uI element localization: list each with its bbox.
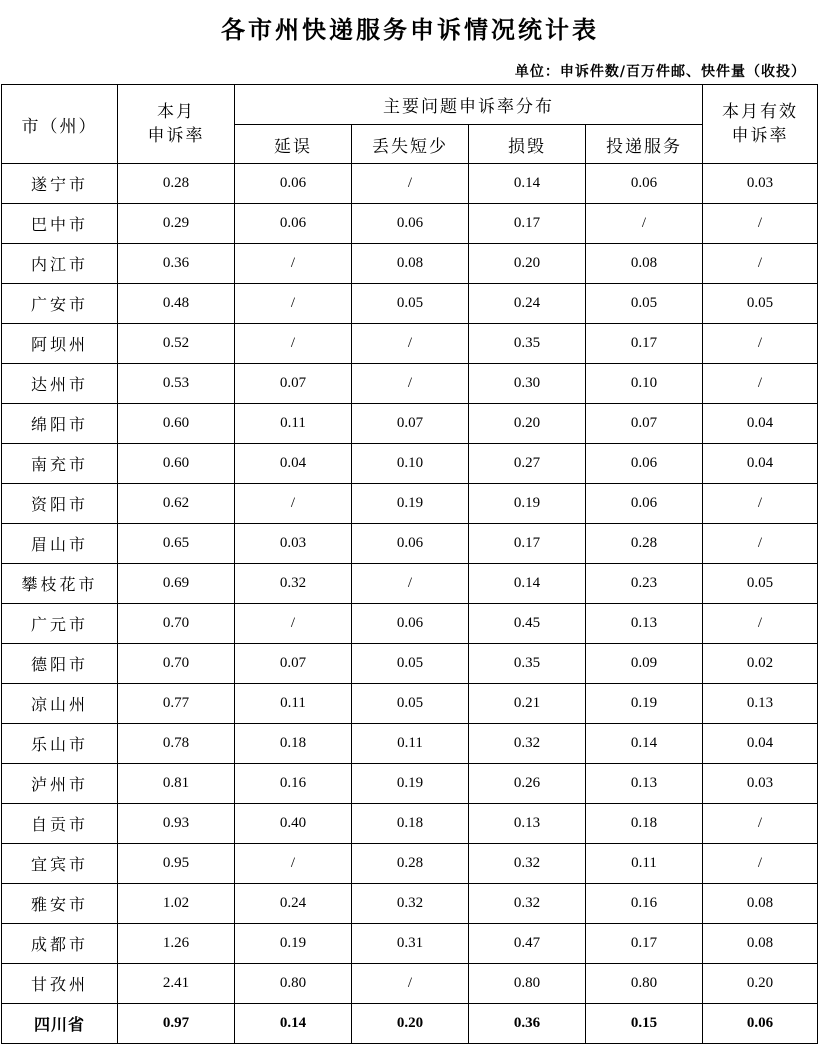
cell-monthly-rate: 0.60: [118, 444, 235, 484]
cell-damage: 0.21: [469, 684, 586, 724]
cell-lost: 0.19: [352, 484, 469, 524]
cell-delay: 0.03: [235, 524, 352, 564]
cell-lost: 0.05: [352, 644, 469, 684]
cell-delivery: 0.19: [586, 684, 703, 724]
cell-valid-rate: 0.02: [703, 644, 818, 684]
cell-city: 甘孜州: [2, 964, 118, 1004]
cell-city: 自贡市: [2, 804, 118, 844]
cell-valid-rate: /: [703, 484, 818, 524]
cell-valid-rate: 0.08: [703, 884, 818, 924]
cell-damage: 0.20: [469, 244, 586, 284]
cell-lost: 0.05: [352, 284, 469, 324]
cell-valid-rate: 0.13: [703, 684, 818, 724]
cell-monthly-rate: 0.36: [118, 244, 235, 284]
cell-lost: 0.05: [352, 684, 469, 724]
cell-valid-rate: /: [703, 324, 818, 364]
cell-city: 内江市: [2, 244, 118, 284]
cell-delay: /: [235, 604, 352, 644]
cell-valid-rate: /: [703, 524, 818, 564]
table-row: [2, 324, 818, 364]
total-cell-damage: 0.36: [469, 1004, 586, 1044]
cell-damage: 0.17: [469, 524, 586, 564]
header-valid-rate-line1: 本月有效: [722, 102, 798, 122]
cell-delivery: 0.11: [586, 844, 703, 884]
cell-valid-rate: 0.04: [703, 444, 818, 484]
cell-monthly-rate: 0.77: [118, 684, 235, 724]
cell-monthly-rate: 0.62: [118, 484, 235, 524]
header-delivery: 投递服务: [586, 125, 703, 164]
table-row: [2, 604, 818, 644]
cell-delivery: 0.80: [586, 964, 703, 1004]
cell-monthly-rate: 2.41: [118, 964, 235, 1004]
cell-valid-rate: 0.04: [703, 724, 818, 764]
cell-delivery: 0.06: [586, 164, 703, 204]
cell-monthly-rate: 0.48: [118, 284, 235, 324]
table-row: [2, 804, 818, 844]
cell-delay: 0.40: [235, 804, 352, 844]
cell-city: 阿坝州: [2, 324, 118, 364]
cell-damage: 0.17: [469, 204, 586, 244]
cell-damage: 0.32: [469, 724, 586, 764]
cell-delivery: 0.07: [586, 404, 703, 444]
cell-city: 泸州市: [2, 764, 118, 804]
cell-city: 巴中市: [2, 204, 118, 244]
cell-delay: 0.07: [235, 364, 352, 404]
cell-city: 绵阳市: [2, 404, 118, 444]
cell-city: 广元市: [2, 604, 118, 644]
cell-lost: 0.10: [352, 444, 469, 484]
table-row: [2, 284, 818, 324]
cell-damage: 0.35: [469, 644, 586, 684]
cell-damage: 0.20: [469, 404, 586, 444]
cell-delay: 0.04: [235, 444, 352, 484]
cell-valid-rate: /: [703, 604, 818, 644]
cell-delivery: 0.13: [586, 604, 703, 644]
cell-delay: 0.06: [235, 204, 352, 244]
table-body: [2, 164, 818, 1044]
header-monthly-rate-line2: 申诉率: [147, 126, 205, 146]
table-row: [2, 244, 818, 284]
page-title: 各市州快递服务申诉情况统计表: [221, 16, 599, 44]
cell-damage: 0.13: [469, 804, 586, 844]
cell-monthly-rate: 0.28: [118, 164, 235, 204]
cell-lost: /: [352, 564, 469, 604]
cell-city: 成都市: [2, 924, 118, 964]
header-delay: 延误: [235, 125, 352, 164]
cell-monthly-rate: 0.81: [118, 764, 235, 804]
cell-delivery: 0.06: [586, 484, 703, 524]
cell-city: 达州市: [2, 364, 118, 404]
table-row: [2, 164, 818, 204]
table-row-total: [2, 1004, 818, 1044]
cell-city: 遂宁市: [2, 164, 118, 204]
cell-delay: 0.16: [235, 764, 352, 804]
header-valid-rate: [703, 85, 818, 164]
cell-delay: /: [235, 284, 352, 324]
cell-delivery: 0.14: [586, 724, 703, 764]
cell-delay: 0.11: [235, 404, 352, 444]
cell-lost: 0.31: [352, 924, 469, 964]
cell-delivery: 0.28: [586, 524, 703, 564]
unit-note: 单位：申诉件数/百万件邮、快件量（收投）: [514, 64, 806, 80]
cell-valid-rate: /: [703, 364, 818, 404]
cell-valid-rate: /: [703, 804, 818, 844]
cell-delay: /: [235, 324, 352, 364]
cell-delivery: 0.18: [586, 804, 703, 844]
cell-lost: 0.07: [352, 404, 469, 444]
cell-valid-rate: /: [703, 844, 818, 884]
cell-city: 凉山州: [2, 684, 118, 724]
cell-lost: 0.11: [352, 724, 469, 764]
cell-damage: 0.45: [469, 604, 586, 644]
cell-delivery: 0.09: [586, 644, 703, 684]
cell-damage: 0.26: [469, 764, 586, 804]
cell-monthly-rate: 0.29: [118, 204, 235, 244]
header-damage: 损毁: [469, 125, 586, 164]
cell-delivery: 0.23: [586, 564, 703, 604]
cell-delivery: 0.17: [586, 924, 703, 964]
cell-city: 广安市: [2, 284, 118, 324]
cell-damage: 0.14: [469, 164, 586, 204]
header-lost: 丢失短少: [352, 125, 469, 164]
cell-monthly-rate: 0.95: [118, 844, 235, 884]
cell-damage: 0.14: [469, 564, 586, 604]
cell-lost: /: [352, 964, 469, 1004]
cell-delivery: 0.05: [586, 284, 703, 324]
cell-monthly-rate: 0.69: [118, 564, 235, 604]
cell-delay: 0.80: [235, 964, 352, 1004]
table-row: [2, 924, 818, 964]
total-cell-delay: 0.14: [235, 1004, 352, 1044]
header-monthly-rate-line1: 本月: [157, 102, 195, 122]
cell-valid-rate: 0.20: [703, 964, 818, 1004]
complaint-table: [1, 84, 818, 1044]
cell-delivery: 0.16: [586, 884, 703, 924]
cell-delay: 0.24: [235, 884, 352, 924]
cell-monthly-rate: 0.78: [118, 724, 235, 764]
cell-lost: 0.06: [352, 604, 469, 644]
cell-city: 攀枝花市: [2, 564, 118, 604]
cell-valid-rate: 0.03: [703, 764, 818, 804]
cell-damage: 0.80: [469, 964, 586, 1004]
cell-delay: /: [235, 244, 352, 284]
table-row: [2, 404, 818, 444]
cell-damage: 0.30: [469, 364, 586, 404]
cell-city: 眉山市: [2, 524, 118, 564]
header-monthly-rate: [118, 85, 235, 164]
cell-valid-rate: 0.08: [703, 924, 818, 964]
cell-city: 南充市: [2, 444, 118, 484]
cell-valid-rate: 0.04: [703, 404, 818, 444]
table-row: [2, 644, 818, 684]
cell-monthly-rate: 0.93: [118, 804, 235, 844]
cell-monthly-rate: 0.70: [118, 604, 235, 644]
cell-lost: /: [352, 364, 469, 404]
cell-lost: 0.32: [352, 884, 469, 924]
header-valid-rate-line2: 申诉率: [731, 126, 789, 146]
cell-valid-rate: /: [703, 204, 818, 244]
cell-city: 德阳市: [2, 644, 118, 684]
table-row: [2, 724, 818, 764]
total-cell-monthly-rate: 0.97: [118, 1004, 235, 1044]
cell-city: 宜宾市: [2, 844, 118, 884]
cell-delivery: 0.10: [586, 364, 703, 404]
total-cell-city: 四川省: [2, 1004, 118, 1044]
header-issue-group: 主要问题申诉率分布: [235, 85, 703, 125]
table-row: [2, 444, 818, 484]
table-row: [2, 564, 818, 604]
total-cell-valid-rate: 0.06: [703, 1004, 818, 1044]
table-row: [2, 524, 818, 564]
table-row: [2, 884, 818, 924]
cell-delay: /: [235, 844, 352, 884]
cell-monthly-rate: 1.02: [118, 884, 235, 924]
cell-lost: 0.18: [352, 804, 469, 844]
cell-valid-rate: 0.03: [703, 164, 818, 204]
cell-monthly-rate: 0.53: [118, 364, 235, 404]
cell-damage: 0.47: [469, 924, 586, 964]
cell-lost: /: [352, 324, 469, 364]
cell-lost: 0.19: [352, 764, 469, 804]
cell-monthly-rate: 0.52: [118, 324, 235, 364]
cell-delay: 0.07: [235, 644, 352, 684]
cell-damage: 0.24: [469, 284, 586, 324]
cell-damage: 0.19: [469, 484, 586, 524]
cell-lost: 0.08: [352, 244, 469, 284]
cell-lost: 0.06: [352, 524, 469, 564]
cell-damage: 0.32: [469, 884, 586, 924]
cell-monthly-rate: 0.60: [118, 404, 235, 444]
table-row: [2, 684, 818, 724]
cell-delay: 0.32: [235, 564, 352, 604]
cell-damage: 0.32: [469, 844, 586, 884]
cell-city: 资阳市: [2, 484, 118, 524]
cell-delivery: /: [586, 204, 703, 244]
total-cell-lost: 0.20: [352, 1004, 469, 1044]
cell-valid-rate: 0.05: [703, 564, 818, 604]
table-row: [2, 964, 818, 1004]
cell-city: 雅安市: [2, 884, 118, 924]
cell-city: 乐山市: [2, 724, 118, 764]
cell-delay: 0.18: [235, 724, 352, 764]
cell-valid-rate: 0.05: [703, 284, 818, 324]
cell-delivery: 0.17: [586, 324, 703, 364]
cell-delay: /: [235, 484, 352, 524]
cell-monthly-rate: 0.70: [118, 644, 235, 684]
cell-delay: 0.11: [235, 684, 352, 724]
cell-monthly-rate: 0.65: [118, 524, 235, 564]
cell-lost: /: [352, 164, 469, 204]
cell-lost: 0.28: [352, 844, 469, 884]
cell-lost: 0.06: [352, 204, 469, 244]
table-row: [2, 204, 818, 244]
cell-damage: 0.27: [469, 444, 586, 484]
table-row: [2, 844, 818, 884]
table-row: [2, 364, 818, 404]
cell-delivery: 0.13: [586, 764, 703, 804]
header-city: 市（州）: [2, 85, 118, 164]
cell-delay: 0.19: [235, 924, 352, 964]
cell-delivery: 0.08: [586, 244, 703, 284]
cell-damage: 0.35: [469, 324, 586, 364]
table-row: [2, 764, 818, 804]
cell-delivery: 0.06: [586, 444, 703, 484]
cell-valid-rate: /: [703, 244, 818, 284]
total-cell-delivery: 0.15: [586, 1004, 703, 1044]
table-row: [2, 484, 818, 524]
cell-delay: 0.06: [235, 164, 352, 204]
cell-monthly-rate: 1.26: [118, 924, 235, 964]
